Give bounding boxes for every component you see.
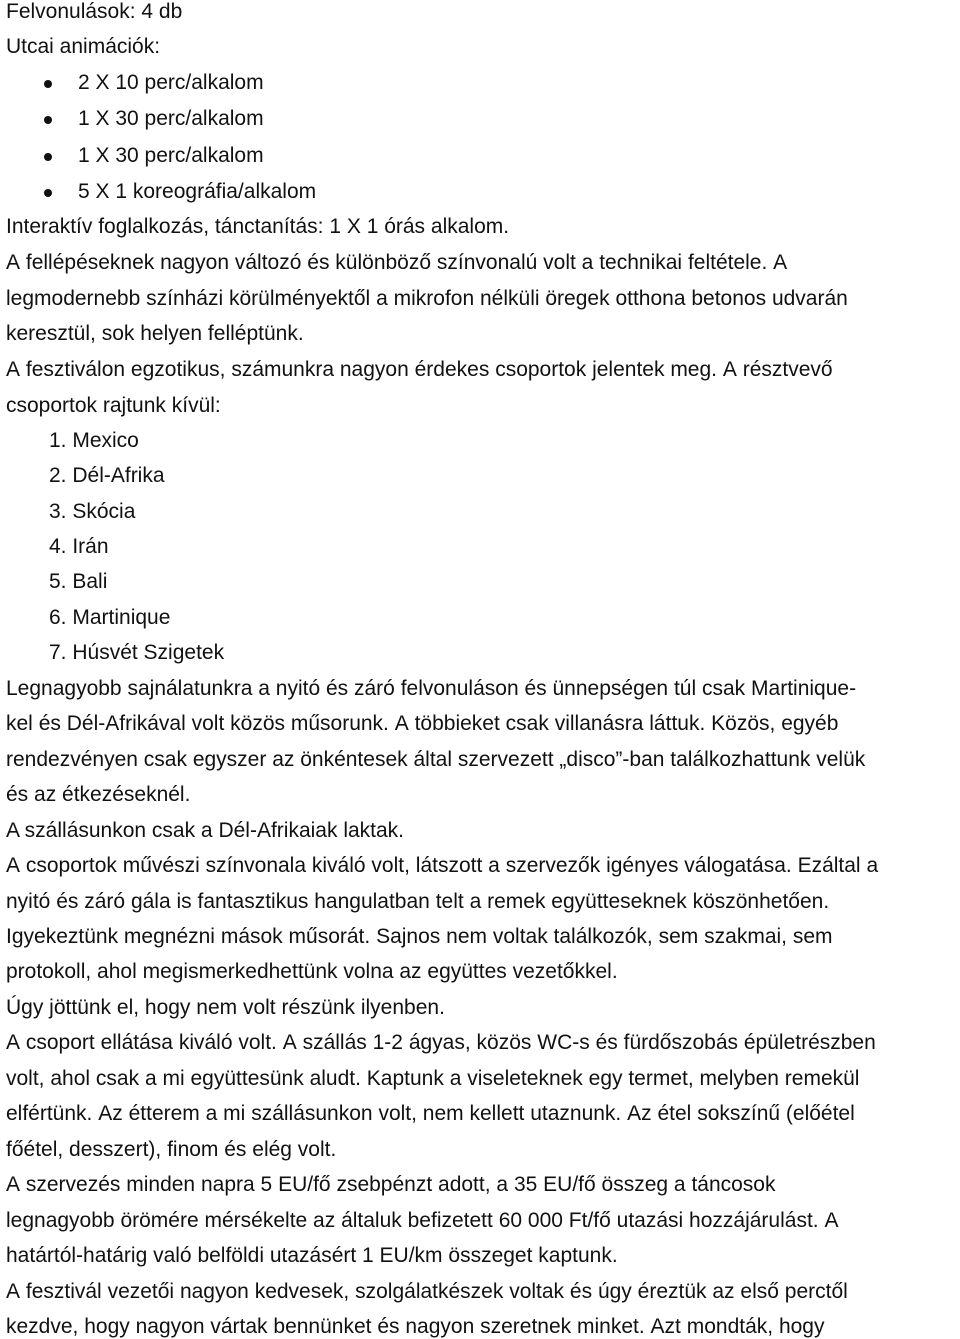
paragraph-line: kezdve, hogy nagyon vártak bennünket és nagyon szeretnek minket. Azt mondták, hogy: [6, 1315, 825, 1338]
paragraph-line: volt, ahol csak a mi együttesünk aludt. Kaptunk a viseleteknek egy termet, melyben remekül: [6, 1067, 860, 1090]
bullet-icon: [44, 116, 52, 124]
paragraph-line: A fesztivál vezetői nagyon kedvesek, szolgálatkészek voltak és úgy éreztük az első perctől: [6, 1280, 848, 1303]
paragraph-line: főétel, desszert), finom és elég volt.: [6, 1138, 337, 1161]
paragraph-line: Legnagyobb sajnálatunkra a nyitó és záró felvonuláson és ünnepségen túl csak Martinique-: [6, 677, 857, 700]
paragraph-line: csoportok rajtunk kívül:: [6, 394, 221, 417]
accommodation-line: A szállásunkon csak a Dél-Afrikaiak laktak.: [6, 819, 405, 842]
paragraph-line: legnagyobb örömére mérsékelte az általuk befizetett 60 000 Ft/fő utazási hozzájárulást. A: [6, 1209, 839, 1232]
country-list-item: 4. Irán: [49, 535, 109, 558]
paragraph-line: Igyekeztünk megnézni mások műsorát. Sajnos nem voltak találkozók, sem szakmai, sem: [6, 925, 833, 948]
paragraph-line: rendezvényen csak egyszer az önkéntesek által szervezett „disco”-ban találkozhattunk velük: [6, 748, 866, 771]
bullet-icon: [44, 153, 52, 161]
parades-line: Felvonulások: 4 db: [6, 0, 183, 23]
paragraph-line: kel és Dél-Afrikával volt közös műsorunk. A többieket csak villanásra láttuk. Közös, egyéb: [6, 712, 839, 735]
paragraph-line: legmodernebb színházi körülményektől a mikrofon nélküli öregek otthona betonos udvarán: [6, 287, 848, 310]
country-list-item: 7. Húsvét Szigetek: [49, 641, 225, 664]
bullet-icon: [44, 189, 52, 197]
paragraph-line: protokoll, ahol megismerkedhettünk volna az együttes vezetőkkel.: [6, 960, 618, 983]
country-list-item: 3. Skócia: [49, 500, 136, 523]
interactive-line: Interaktív foglalkozás, tánctanítás: 1 X 1 órás alkalom.: [6, 215, 510, 238]
paragraph-line: keresztül, sok helyen felléptünk.: [6, 322, 304, 345]
paragraph-line: A szervezés minden napra 5 EU/fő zsebpénzt adott, a 35 EU/fő összeg a táncosok: [6, 1173, 776, 1196]
no-meetings-line: Úgy jöttünk el, hogy nem volt részünk ilyenben.: [6, 996, 445, 1019]
paragraph-line: A fesztiválon egzotikus, számunkra nagyon érdekes csoportok jelentek meg. A résztvevő: [6, 358, 833, 381]
paragraph-line: elfértünk. Az étterem a mi szállásunkon volt, nem kellett utaznunk. Az étel sokszínű (előétel: [6, 1102, 855, 1125]
paragraph-line: A csoportok művészi színvonala kiváló volt, látszott a szervezők igényes válogatása. Ezáltal a: [6, 854, 879, 877]
country-list-item: 2. Dél-Afrika: [49, 464, 165, 487]
bullet-icon: [44, 80, 52, 88]
paragraph-line: határtól-határig való belföldi utazásért 1 EU/km összeget kaptunk.: [6, 1244, 618, 1267]
paragraph-line: nyitó és záró gála is fantasztikus hangulatban telt a remek együtteseknek köszönhetően.: [6, 890, 830, 913]
country-list-item: 6. Martinique: [49, 606, 171, 629]
paragraph-line: A fellépéseknek nagyon változó és különböző színvonalú volt a technikai feltétele. A: [6, 251, 788, 274]
paragraph-line: és az étkezéseknél.: [6, 783, 191, 806]
country-list-item: 5. Bali: [49, 570, 108, 593]
country-list-item: 1. Mexico: [49, 429, 139, 452]
street-animations-heading: Utcai animációk:: [6, 35, 161, 58]
paragraph-line: A csoport ellátása kiváló volt. A szállás 1-2 ágyas, közös WC-s és fürdőszobás épületrészben: [6, 1031, 876, 1054]
